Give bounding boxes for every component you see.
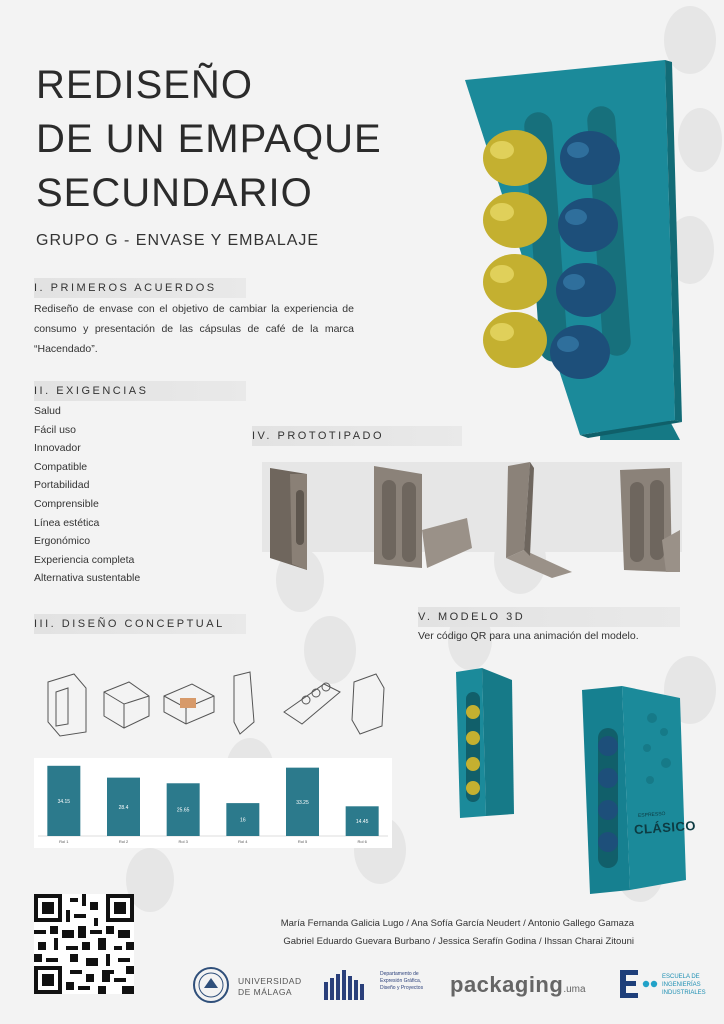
eii-logo-icon — [618, 966, 658, 1002]
list-item: Portabilidad — [34, 479, 90, 492]
section-primeros-header — [34, 278, 246, 298]
logo-uma — [192, 966, 302, 1006]
section-primeros-heading: I. PRIMEROS ACUERDOS — [34, 282, 217, 294]
logo-departamento — [320, 968, 440, 1004]
model-small-label: ESPRESSO — [637, 811, 666, 819]
section-prototipado-heading: IV. PROTOTIPADO — [252, 430, 385, 442]
section-primeros-text: Rediseño de envase con el objetivo de cambiar la experiencia de consumo y presentación de las cápsulas de café de la marca “Hacendado”. — [34, 303, 354, 355]
prototype-photos — [262, 460, 682, 580]
bar-value-label: 34.15 — [57, 798, 71, 805]
authors-line-1: María Fernanda Galicia Lugo / Ana Sofía García Neudert / Antonio Gallego Gamaza — [280, 918, 634, 929]
bar-value-label: 14.45 — [355, 819, 369, 826]
uma-seal-icon — [192, 966, 230, 1004]
section-exigencias-heading: II. EXIGENCIAS — [34, 385, 149, 397]
poster-subtitle: GRUPO G - ENVASE Y EMBALAJE — [36, 232, 320, 249]
list-item: Experiencia completa — [34, 553, 135, 566]
eii-text-1: ESCUELA DE — [662, 974, 700, 980]
list-item: Fácil uso — [34, 423, 77, 436]
prototype-3 — [506, 462, 572, 578]
depto-text-1: Departamento de — [380, 971, 419, 977]
department-logo-icon — [320, 968, 380, 1002]
section-modelo-text: Ver código QR para una animación del modelo. — [418, 630, 639, 642]
category-tick-label: Rol 6 — [357, 839, 367, 844]
depto-text-2: Expresión Gráfica, — [380, 978, 422, 984]
bar-value-label: 33.25 — [296, 799, 309, 806]
model-closed — [582, 686, 686, 894]
prototype-2 — [374, 466, 472, 568]
list-item: Comprensible — [34, 497, 99, 510]
prototype-4 — [620, 468, 680, 572]
category-tick-label: Rol 2 — [118, 839, 129, 844]
bar-value-label: 28.4 — [118, 804, 129, 811]
bar-chart-svg — [34, 758, 392, 848]
list-item: Compatible — [34, 460, 88, 473]
section-conceptual-heading: III. DISEÑO CONCEPTUAL — [34, 618, 225, 630]
concept-bar-chart — [34, 758, 392, 848]
list-item: Salud — [34, 405, 61, 417]
eii-text-3: INDUSTRIALES — [662, 990, 706, 996]
chart-background — [34, 758, 392, 848]
uma-name-1: UNIVERSIDAD — [238, 976, 302, 986]
category-tick-label: Rol 1 — [59, 839, 69, 844]
concept-sketches — [34, 662, 392, 742]
category-tick-label: Rol 4 — [238, 839, 248, 844]
list-item: Ergonómico — [34, 535, 91, 548]
prototype-1 — [270, 468, 307, 570]
authors-line-2: Gabriel Eduardo Guevara Burbano / Jessica Serafín Godina / Ihssan Charai Zitouni — [283, 936, 634, 947]
qr-code[interactable] — [34, 894, 134, 994]
model-brand-label: CLÁSICO — [633, 817, 697, 838]
list-item: Línea estética — [34, 516, 100, 529]
uma-name-2: DE MÁLAGA — [238, 987, 293, 997]
category-tick-label: Rol 3 — [178, 839, 188, 844]
packaging-text: packaging — [450, 972, 564, 997]
title-line-3: SECUNDARIO — [36, 171, 313, 215]
logo-eii — [618, 966, 718, 1006]
bar-value-label: 16 — [240, 817, 246, 824]
packaging-suffix: .uma — [563, 984, 586, 995]
section-modelo-heading: V. MODELO 3D — [418, 611, 526, 623]
title-line-1: REDISEÑO — [36, 63, 253, 107]
bar-value-label: 25.65 — [176, 807, 190, 814]
exigencias-list — [34, 402, 140, 588]
section-prototipado-header — [252, 426, 462, 446]
list-item: Alternativa sustentable — [34, 572, 141, 585]
title-line-2: DE UN EMPAQUE — [36, 117, 382, 161]
section-exigencias-header — [34, 381, 246, 401]
model-3d-images — [452, 668, 688, 900]
eii-text-2: INGENIERÍAS — [662, 982, 701, 988]
product-hero-image — [440, 60, 690, 440]
logo-packaging — [450, 972, 586, 998]
section-conceptual-header — [34, 614, 246, 634]
model-open — [456, 668, 514, 818]
section-modelo-header — [418, 607, 680, 627]
category-tick-label: Rol 5 — [297, 839, 308, 844]
poster-title — [36, 58, 416, 220]
list-item: Innovador — [34, 442, 81, 455]
depto-text-3: Diseño y Proyectos — [380, 985, 424, 991]
